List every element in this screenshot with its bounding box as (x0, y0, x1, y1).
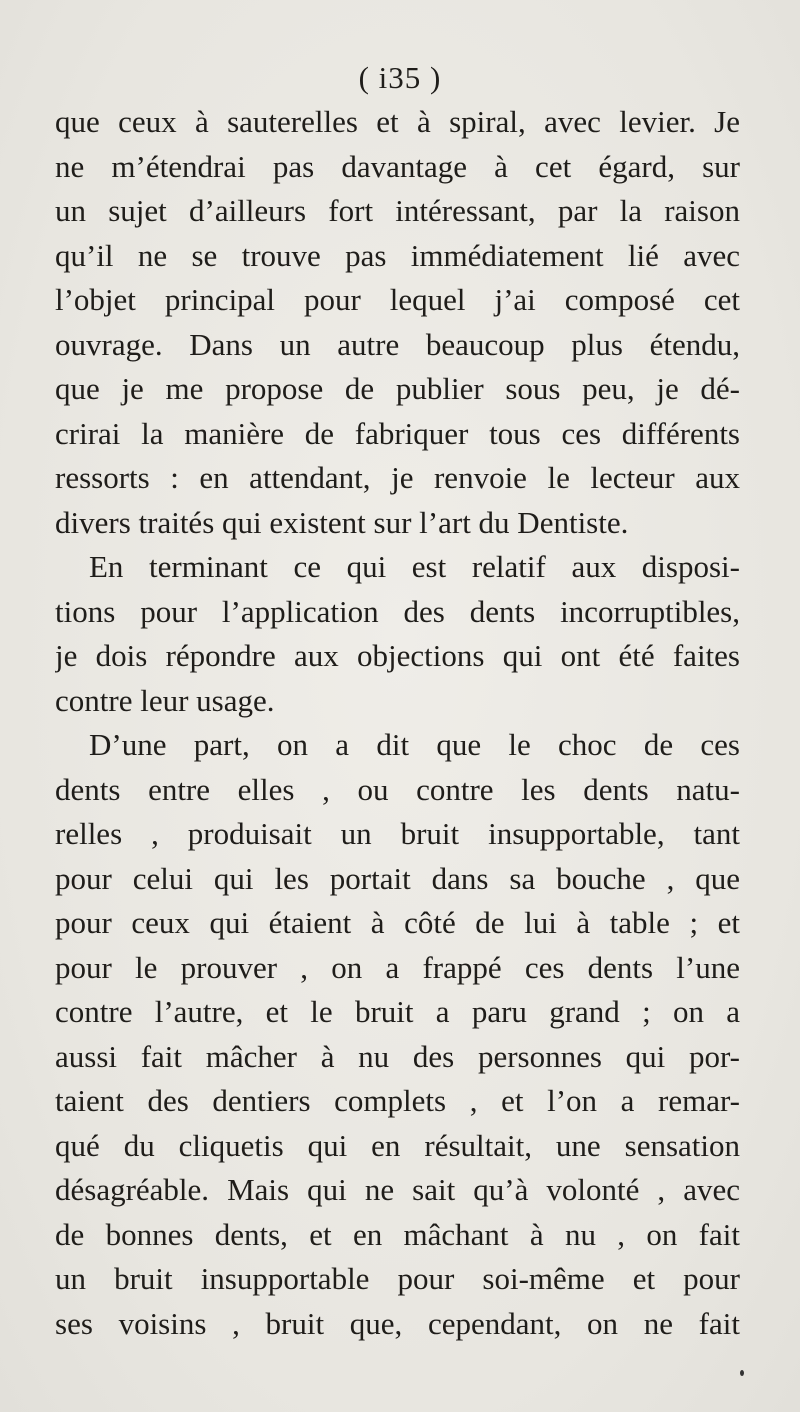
text-line: contre leur usage. (55, 682, 275, 718)
page-number: ( i35 ) (358, 60, 442, 95)
text-line: ne m’étendrai pas davantage à cet égard, sur (55, 148, 740, 184)
text-line: ses voisins , bruit que, cependant, on ne fait (55, 1305, 740, 1341)
text-line: de bonnes dents, et en mâchant à nu , on fait (55, 1216, 740, 1252)
paragraph-first-line: D’une part, on a dit que le choc de ces (89, 727, 740, 762)
text-line: qu’il ne se trouve pas immédiatement lié avec (55, 237, 740, 273)
text-line: que je me propose de publier sous peu, je dé- (55, 371, 740, 406)
text-line: ouvrage. Dans un autre beaucoup plus étendu, (55, 326, 740, 362)
text-line: dents entre elles , ou contre les dents natu- (55, 771, 740, 807)
text-line: que ceux à sauterelles et à spiral, avec levier. Je (55, 104, 740, 139)
text-line: un sujet d’ailleurs fort intéressant, par la raison (55, 193, 740, 228)
text-line: aussi fait mâcher à nu des personnes qui por- (55, 1038, 740, 1074)
text-line: pour celui qui les portait dans sa bouche , que (55, 860, 740, 896)
text-line: relles , produisait un bruit insupportable, tant (55, 816, 740, 851)
text-line: divers traités qui existent sur l’art du Dentiste. (55, 504, 629, 540)
text-line: je dois répondre aux objections qui ont été faites (55, 638, 740, 673)
text-line: l’objet principal pour lequel j’ai composé cet (55, 282, 740, 317)
text-line: désagréable. Mais qui ne sait qu’à volonté , avec (55, 1172, 740, 1207)
text-line: un bruit insupportable pour soi-même et pour (55, 1261, 740, 1296)
text-line: qué du cliquetis qui en résultait, une sensation (55, 1127, 740, 1163)
text-line: pour ceux qui étaient à côté de lui à table ; et (55, 905, 740, 940)
paragraph-first-line: En terminant ce qui est relatif aux disposi- (89, 549, 740, 584)
text-line: contre l’autre, et le bruit a paru grand ; on a (55, 994, 740, 1029)
text-line: ressorts : en attendant, je renvoie le lecteur aux (55, 460, 740, 495)
text-line: pour le prouver , on a frappé ces dents l’une (55, 949, 740, 985)
text-line: taient des dentiers complets , et l’on a remar- (55, 1083, 740, 1118)
ink-speck (740, 1370, 744, 1376)
body-text (55, 100, 740, 1346)
text-line: tions pour l’application des dents incorruptibles, (55, 593, 740, 629)
text-line: crirai la manière de fabriquer tous ces différents (55, 415, 740, 451)
